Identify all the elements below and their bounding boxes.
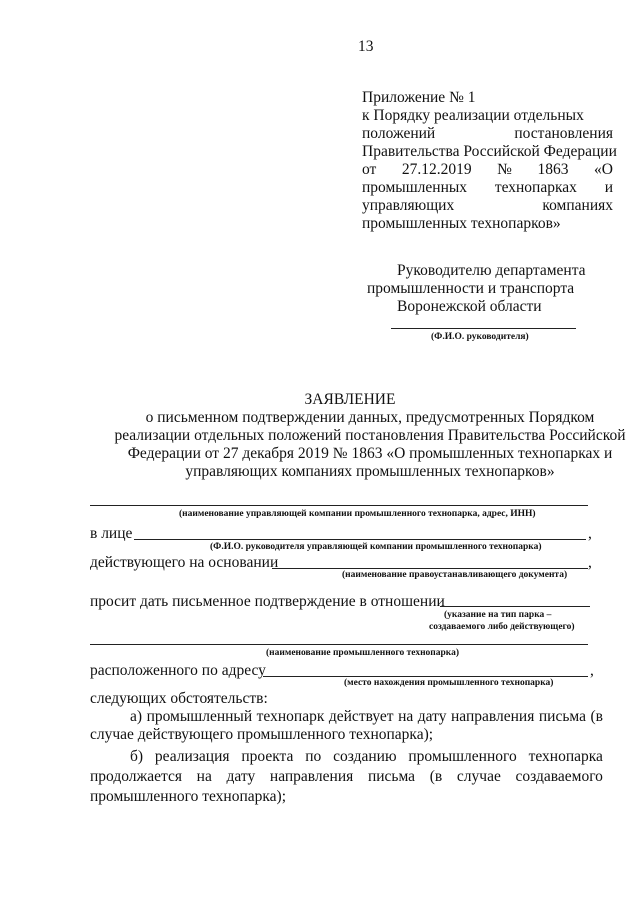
appendix-line-7: управляющих компаниях [362, 197, 613, 214]
item-a-line-1: а) промышленный технопарк действует на дату направления письма (в [130, 708, 603, 725]
in-person-label: в лице [90, 525, 133, 542]
addressee-line-1: Руководителю департамента [397, 262, 586, 279]
document-title: ЗАЯВЛЕНИЕ [304, 391, 396, 408]
address-comma: , [590, 662, 594, 679]
circumstances-label: следующих обстоятельств: [90, 690, 268, 707]
item-b-line-3: промышленного технопарка); [90, 788, 287, 805]
park-type-field-line[interactable] [440, 606, 590, 607]
addressee-line-3: Воронежской области [397, 298, 542, 315]
basis-field-line[interactable] [272, 568, 588, 569]
appendix-block [362, 89, 617, 233]
title-line-3: Федерации от 27 декабря 2019 № 1863 «О промышленных технопарках и [127, 445, 613, 462]
item-a-line-2: случае действующего промышленного технопарка); [90, 726, 434, 743]
addressee-caption: (Ф.И.О. руководителя) [431, 332, 529, 342]
item-b-line-1: б) реализация проекта по созданию промышленного технопарка [130, 748, 603, 765]
park-name-caption: (наименование промышленного технопарка) [266, 648, 460, 658]
addressee-name-line[interactable] [391, 328, 576, 329]
company-caption: (наименование управляющей компании промышленного технопарка, адрес, ИНН) [179, 509, 536, 519]
company-field-line[interactable] [90, 505, 588, 506]
appendix-line-3: положений постановления [362, 125, 613, 142]
in-person-field-line[interactable] [134, 539, 586, 540]
park-type-caption-1: (указание на тип парка – [444, 610, 552, 620]
page-number: 13 [358, 38, 374, 55]
appendix-line-4: Правительства Российской Федерации [362, 143, 617, 160]
title-line-1: о письменном подтверждении данных, предусмотренных Порядком [145, 409, 595, 426]
basis-comma: , [588, 554, 592, 571]
in-person-caption: (Ф.И.О. руководителя управляющей компании промышленного технопарка) [210, 542, 542, 552]
appendix-line-2: к Порядку реализации отдельных [362, 107, 584, 124]
address-caption: (место нахождения промышленного технопарка) [344, 678, 554, 688]
address-label: расположенного по адресу [90, 662, 266, 679]
park-name-field-line[interactable] [90, 644, 588, 645]
appendix-line-5: от 27.12.2019 № 1863 «О [362, 161, 613, 178]
appendix-line-6: промышленных технопарках и [362, 179, 613, 196]
request-label: просит дать письменное подтверждение в отношении [90, 593, 445, 610]
appendix-line-1: Приложение № 1 [362, 89, 476, 106]
appendix-line-8: промышленных технопарков» [362, 215, 561, 232]
in-person-comma: , [588, 525, 592, 542]
item-b-line-2: продолжается на дату направления письма (в случае создаваемого [90, 768, 603, 785]
park-type-caption-2: создаваемого либо действующего) [429, 622, 575, 632]
title-line-2: реализации отдельных положений постановления Правительства Российской [114, 427, 626, 444]
title-line-4: управляющих компаниях промышленных технопарков» [185, 463, 555, 480]
addressee-line-2: промышленности и транспорта [367, 280, 575, 297]
basis-caption: (наименование правоустанавливающего документа) [342, 570, 568, 580]
address-field-line[interactable] [263, 676, 588, 677]
basis-label: действующего на основании [90, 554, 279, 571]
